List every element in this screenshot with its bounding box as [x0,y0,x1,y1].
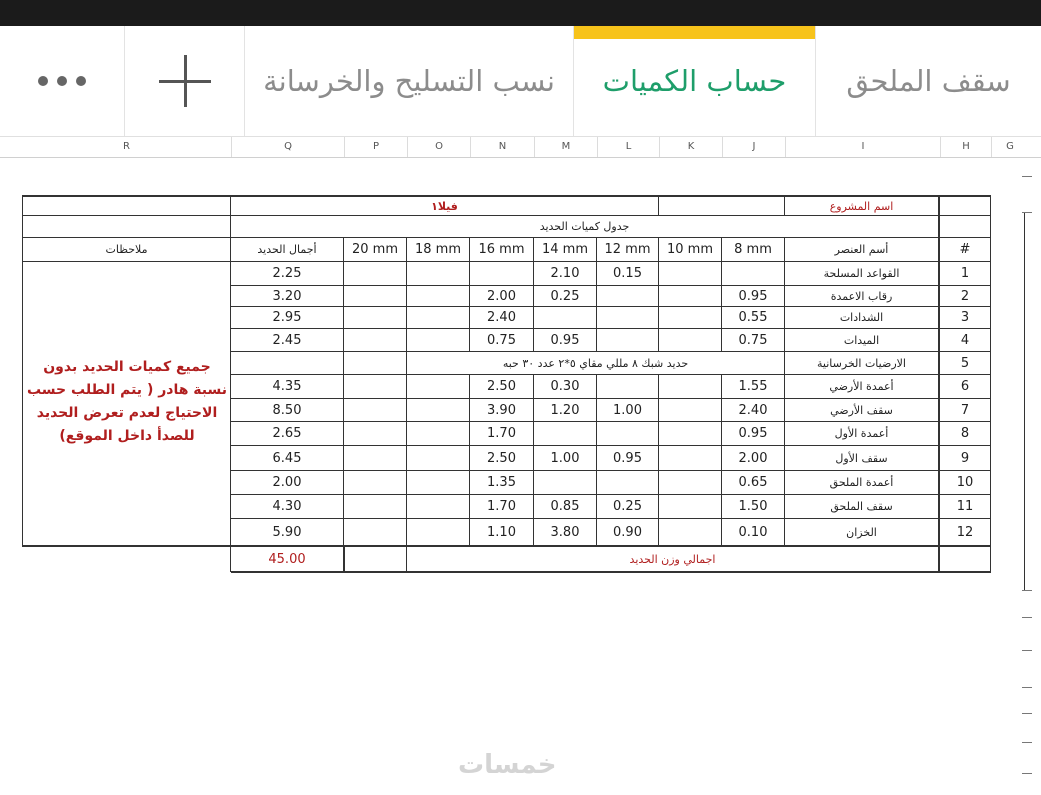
cell-14mm[interactable]: 0.95 [550,332,580,348]
tab-label: نسب التسليح والخرسانة [263,64,555,98]
cell-14mm[interactable]: 0.25 [550,288,580,304]
header-element[interactable]: أسم العنصر [834,243,889,256]
cell-16mm[interactable]: 1.70 [487,426,516,441]
column-header[interactable]: L [597,137,659,157]
cell-14mm[interactable] [534,422,596,445]
cell-14mm[interactable]: 0.30 [550,379,580,394]
cell-14mm[interactable]: 3.80 [550,524,580,540]
row-element[interactable]: أعمدة الملحق [829,476,894,489]
cell-total[interactable]: 5.90 [272,524,302,540]
row-num[interactable]: 6 [960,379,970,394]
cell-10mm[interactable] [659,329,721,351]
row-num[interactable]: 1 [960,266,970,281]
cell-16mm[interactable]: 1.10 [487,524,516,540]
cell-total[interactable]: 6.45 [272,450,302,466]
row-element[interactable]: سقف الملحق [830,500,893,513]
row-num[interactable]: 2 [960,288,970,304]
cell-8mm[interactable]: 1.50 [738,499,768,514]
cell-8mm[interactable]: 0.95 [738,288,768,304]
header-20mm[interactable]: 20 mm [351,242,398,257]
cell-12mm[interactable]: 0.90 [613,524,642,540]
cell-16mm[interactable]: 2.40 [487,310,516,325]
cell-12mm[interactable] [597,286,658,306]
row-num[interactable]: 3 [960,310,970,325]
cell-10mm[interactable] [659,446,721,470]
cell-8mm[interactable]: 0.55 [738,310,768,325]
header-notes[interactable]: ملاحظات [105,243,148,256]
plus-icon [159,55,211,107]
cell-10mm[interactable] [659,399,721,421]
cell-8mm[interactable]: 0.65 [738,475,768,490]
column-header[interactable]: O [407,137,470,157]
tab-label: سقف الملحق [846,64,1011,98]
cell-16mm[interactable] [470,262,533,285]
cell-total[interactable]: 2.65 [272,426,302,441]
cell-14mm[interactable] [534,471,596,494]
project-name[interactable]: فيلا١ [431,199,458,213]
column-header-bar [0,137,1041,158]
row-element[interactable]: الميدات [843,333,880,347]
cell-12mm[interactable]: 0.15 [613,266,642,281]
add-sheet-button[interactable] [124,26,244,136]
cell-12mm[interactable]: 1.00 [613,402,642,418]
cell-12mm[interactable] [597,422,658,445]
more-dots-icon [38,76,86,86]
row-element[interactable]: القواعد المسلحة [823,267,900,280]
cell-16mm[interactable]: 3.90 [487,402,516,418]
cell-16mm[interactable]: 0.75 [487,332,516,348]
column-header[interactable]: P [344,137,407,157]
cell-8mm[interactable]: 0.10 [738,524,768,540]
cell-10mm[interactable] [659,422,721,445]
cell-12mm[interactable]: 0.25 [613,499,642,514]
row-num[interactable]: 5 [960,355,970,371]
cell-total[interactable]: 8.50 [272,402,302,418]
row-element[interactable]: الخزان [846,525,877,539]
cell-16mm[interactable]: 2.00 [487,288,516,304]
tab-annex-roof[interactable] [815,26,1041,136]
cell-12mm[interactable] [597,307,658,328]
header-num[interactable]: # [959,242,971,257]
cell-14mm[interactable] [534,307,596,328]
row-num[interactable]: 4 [960,332,970,348]
row-element[interactable]: رقاب الاعمدة [830,289,893,303]
merged-mesh-note[interactable]: حديد شبك ٨ مللي مقاي ٥*٢ عدد ٣٠ حبه [502,356,689,370]
row-element[interactable]: أعمدة الأول [834,427,889,440]
tab-quantities[interactable] [573,26,815,136]
notes-text[interactable]: جميع كميات الحديد بدون نسبة هادر ( يتم الطلب حسب الاحتياج لعدم تعرض الحديد للصدأ داخل الموقع) [26,359,228,444]
column-header[interactable]: G [991,137,1028,157]
header-10mm[interactable]: 10 mm [666,242,713,257]
header-total[interactable]: أجمال الحديد [257,243,317,256]
cell-16mm[interactable]: 2.50 [487,379,516,394]
tab-reinforcement-ratios[interactable] [244,26,573,136]
cell-10mm[interactable] [659,495,721,518]
row-num[interactable]: 10 [956,475,974,490]
cell-14mm[interactable]: 1.20 [550,402,580,418]
cell-8mm[interactable]: 2.40 [738,402,768,418]
cell-total[interactable]: 4.30 [272,499,302,514]
column-header[interactable]: R [123,141,130,152]
cell-10mm[interactable] [659,262,721,285]
column-header[interactable]: Q [231,137,344,157]
project-label[interactable]: اسم المشروع [829,199,894,213]
row-element[interactable]: أعمدة الأرضي [829,380,894,393]
sheet-tab-bar [0,26,1041,137]
row-element[interactable]: سقف الأرضي [830,403,893,417]
column-header[interactable]: K [659,137,722,157]
cell-total[interactable]: 2.00 [272,475,302,490]
tab-label: حساب الكميات [602,64,787,98]
cell-8mm[interactable]: 2.00 [738,450,768,466]
header-16mm[interactable]: 16 mm [478,242,525,257]
cell-total[interactable]: 2.25 [272,266,302,281]
row-num[interactable]: 12 [956,524,974,540]
cell-16mm[interactable]: 1.70 [487,499,516,514]
cell-12mm[interactable] [597,375,658,398]
cell-12mm[interactable] [597,471,658,494]
total-label[interactable]: اجمالي وزن الحديد [629,552,716,566]
cell-10mm[interactable] [659,519,721,545]
header-14mm[interactable]: 14 mm [541,242,588,257]
table-title[interactable]: جدول كميات الحديد [539,220,630,233]
cell-16mm[interactable]: 1.35 [487,475,516,490]
cell-10mm[interactable] [659,307,721,328]
header-8mm[interactable]: 8 mm [734,242,772,257]
cell-total[interactable]: 2.45 [272,332,302,348]
column-header[interactable]: J [722,137,785,157]
cell-8mm[interactable] [722,262,784,285]
watermark-logo: خمسات [458,750,557,780]
column-header[interactable]: N [470,137,534,157]
row-num[interactable]: 7 [960,402,970,418]
cell-total[interactable]: 2.95 [272,310,302,325]
row-num[interactable]: 11 [956,499,974,514]
row-element[interactable]: الارضيات الخرسانية [817,356,906,370]
cell-14mm[interactable]: 0.85 [550,499,580,514]
column-header[interactable]: H [940,137,991,157]
grand-total[interactable]: 45.00 [268,551,306,567]
status-bar [0,0,1041,26]
adjacent-table-edge [1024,212,1025,590]
cell-8mm[interactable]: 0.75 [738,332,768,348]
row-num[interactable]: 8 [960,426,970,441]
cell-16mm[interactable]: 2.50 [487,450,516,466]
column-header[interactable]: M [534,137,597,157]
row-element[interactable]: الشدادات [839,311,884,324]
column-header[interactable]: I [785,137,940,157]
cell-12mm[interactable]: 0.95 [613,450,642,466]
cell-10mm[interactable] [659,286,721,306]
row-element[interactable]: سقف الأول [835,451,888,465]
cell-10mm[interactable] [659,471,721,494]
header-12mm[interactable]: 12 mm [604,242,651,257]
cell-14mm[interactable]: 2.10 [550,266,580,281]
cell-12mm[interactable] [597,329,658,351]
cell-14mm[interactable]: 1.00 [550,450,580,466]
cell-10mm[interactable] [659,375,721,398]
header-18mm[interactable]: 18 mm [414,242,461,257]
cell-total[interactable]: 4.35 [272,379,302,394]
cell-8mm[interactable]: 0.95 [738,426,768,441]
more-options-button[interactable] [0,26,124,136]
cell-8mm[interactable]: 1.55 [738,379,768,394]
row-num[interactable]: 9 [960,450,970,466]
cell-total[interactable]: 3.20 [272,288,302,304]
